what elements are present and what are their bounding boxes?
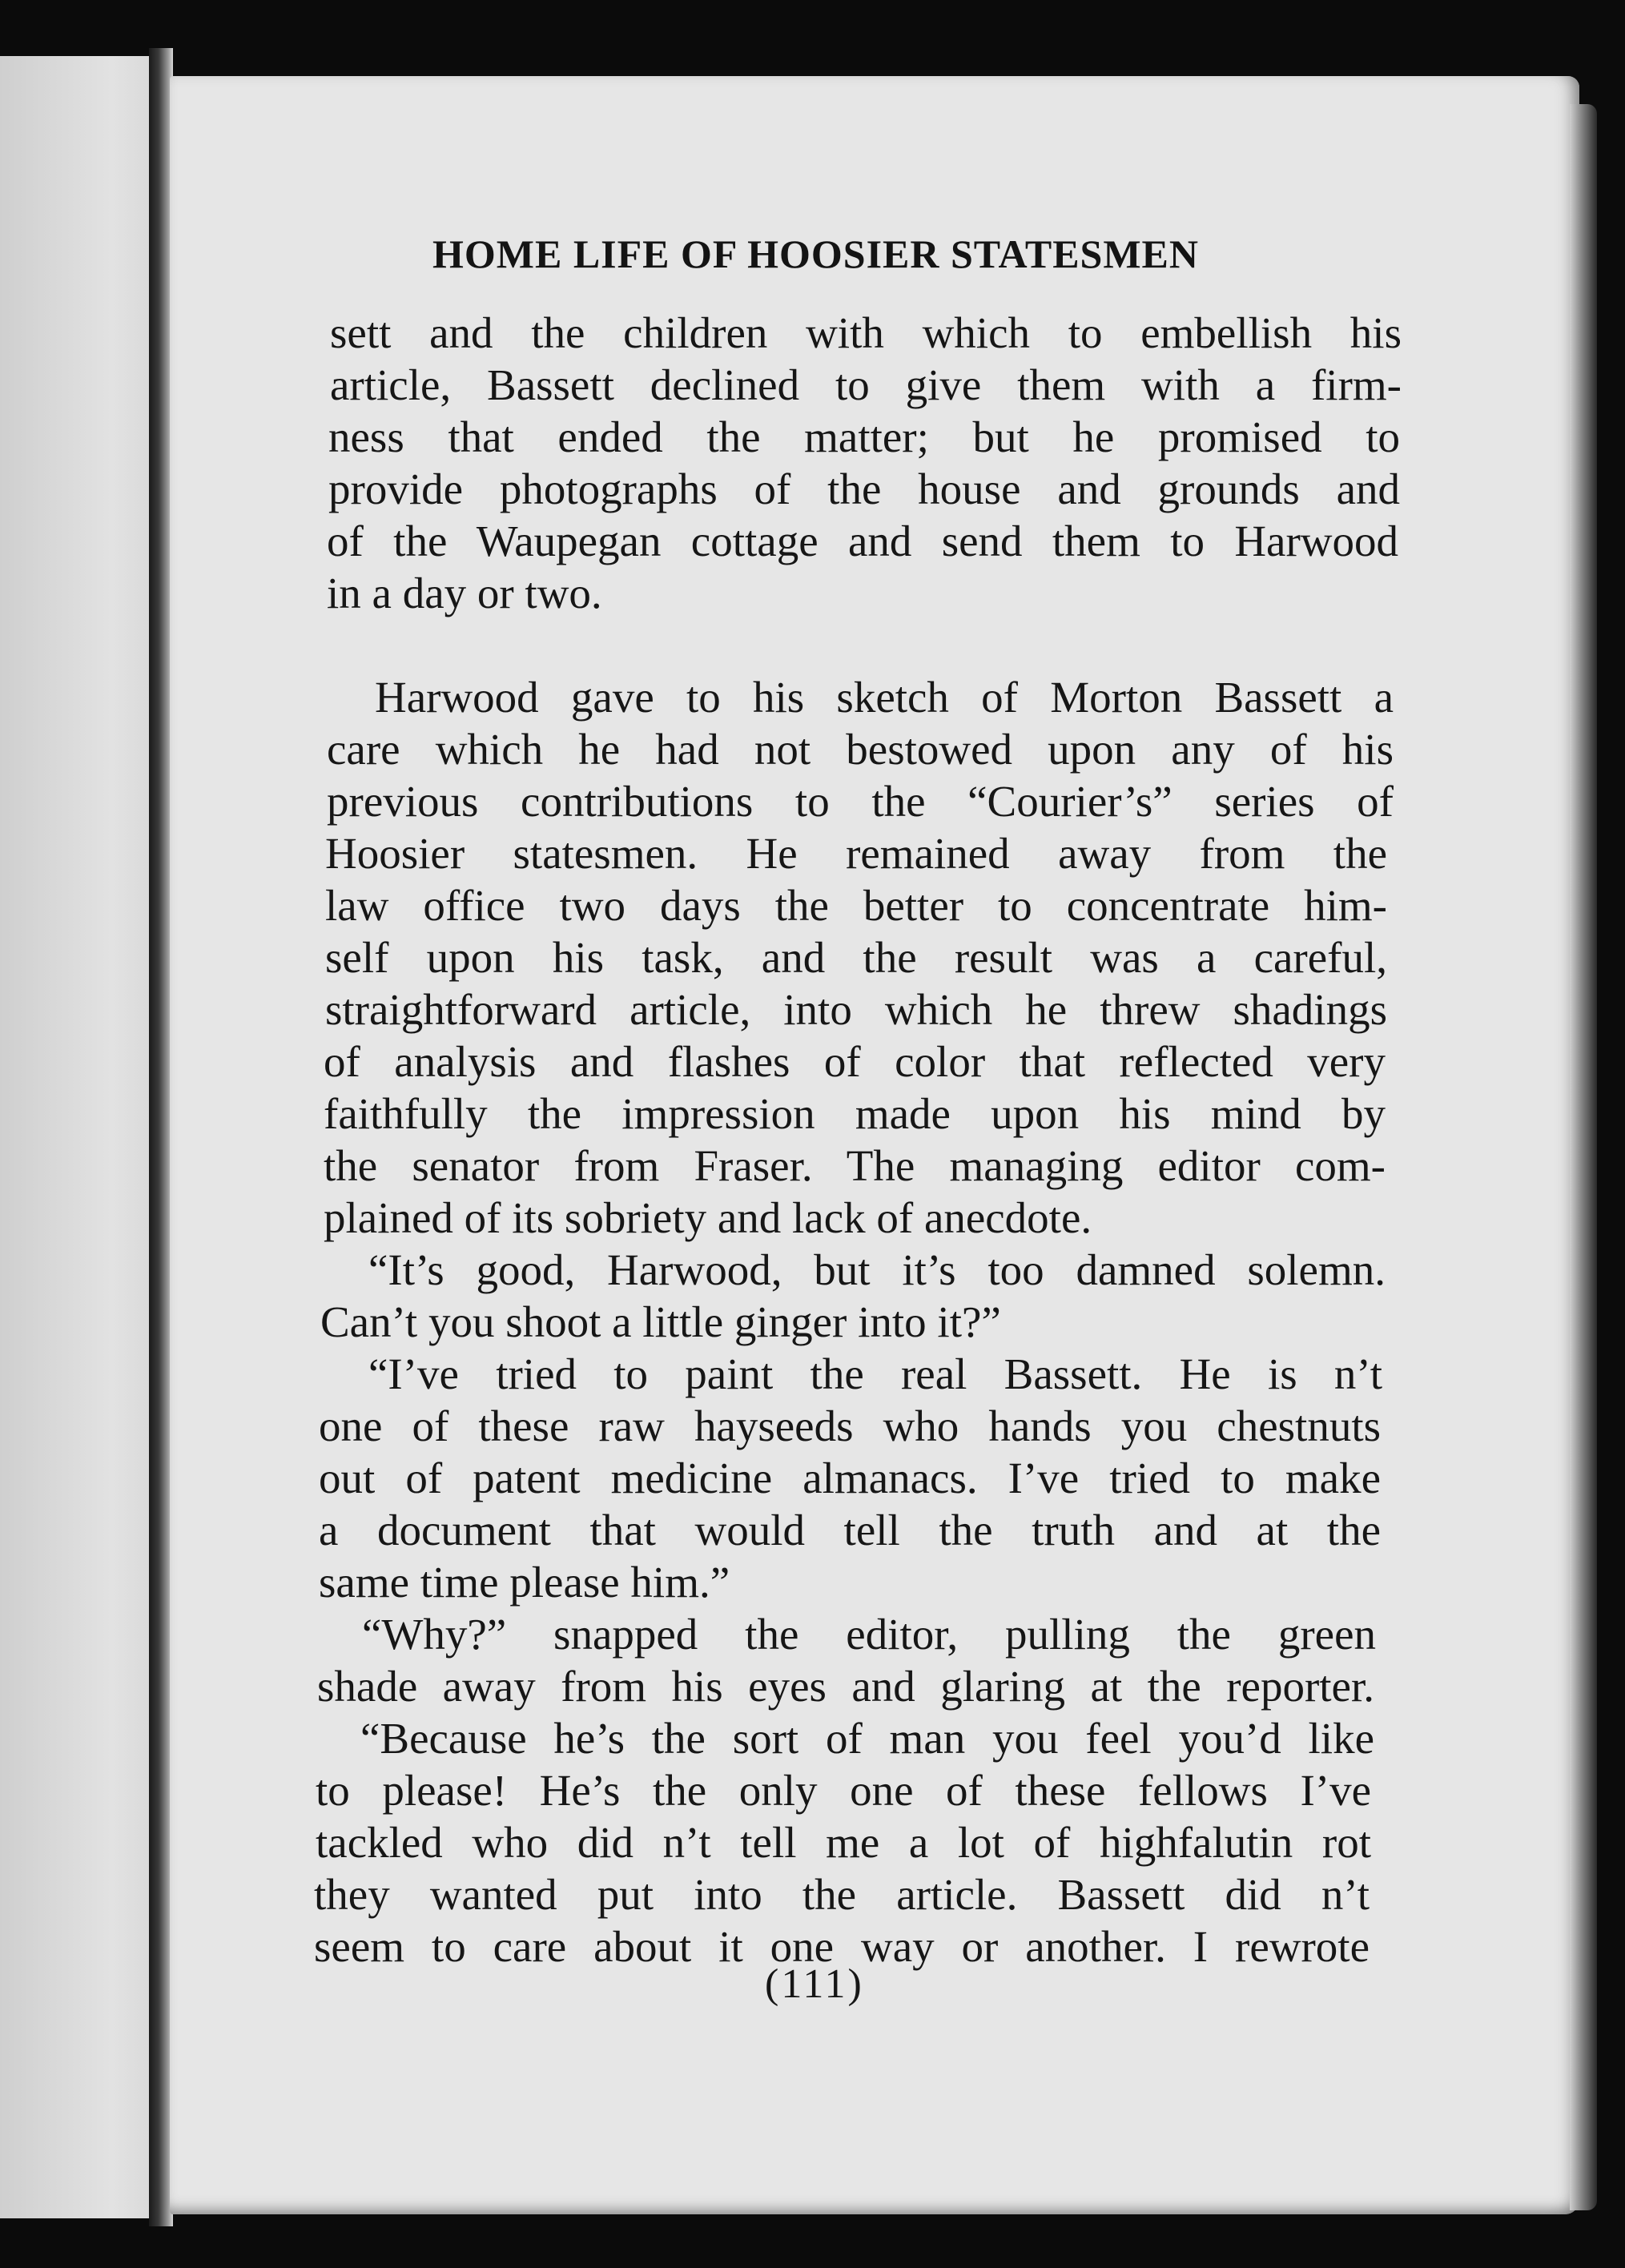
- text-line: provide photographs of the house and grounds and: [328, 464, 1400, 513]
- text-line: “Because he’s the sort of man you feel you’d like: [360, 1714, 1374, 1763]
- text-line: tackled who did n’t tell me a lot of highfalutin rot: [316, 1818, 1371, 1867]
- text-line: faithfully the impression made upon his mind by: [324, 1089, 1386, 1138]
- text-line: plained of its sobriety and lack of anecdote.: [324, 1193, 1092, 1242]
- page-fore-edge: [1570, 104, 1597, 2210]
- text-line: law office two days the better to concentrate him-: [325, 881, 1387, 930]
- text-line: Hoosier statesmen. He remained away from the: [325, 829, 1387, 878]
- text-line: ness that ended the matter; but he promised to: [328, 412, 1400, 461]
- text-line: shade away from his eyes and glaring at the reporter.: [317, 1662, 1374, 1711]
- text-line: “I’ve tried to paint the real Bassett. He is n’t: [368, 1349, 1382, 1398]
- text-line: “Why?” snapped the editor, pulling the green: [362, 1610, 1376, 1659]
- text-line: “It’s good, Harwood, but it’s too damned solemn.: [368, 1245, 1386, 1294]
- running-head: HOME LIFE OF HOOSIER STATESMEN: [432, 231, 1200, 276]
- text-line: of the Waupegan cottage and send them to Harwood: [327, 517, 1398, 565]
- page-number: (111): [765, 1961, 864, 2007]
- text-line: care which he had not bestowed upon any of his: [327, 725, 1394, 774]
- text-line: sett and the children with which to embellish his: [330, 308, 1402, 357]
- text-line: out of patent medicine almanacs. I’ve tried to make: [319, 1454, 1381, 1502]
- text-line: a document that would tell the truth and at the: [319, 1506, 1381, 1554]
- text-line: same time please him.”: [319, 1558, 730, 1606]
- text-line: self upon his task, and the result was a careful,: [325, 933, 1387, 982]
- text-line: the senator from Fraser. The managing editor com-: [324, 1141, 1386, 1190]
- text-line: article, Bassett declined to give them with a firm-: [330, 360, 1402, 409]
- text-line: Harwood gave to his sketch of Morton Bassett a: [375, 673, 1394, 722]
- text-line: previous contributions to the “Courier’s” series of: [327, 777, 1394, 826]
- text-line: to please! He’s the only one of these fellows I’ve: [316, 1766, 1371, 1815]
- text-line: Can’t you shoot a little ginger into it?”: [320, 1297, 1001, 1346]
- text-line: straightforward article, into which he threw shadings: [325, 985, 1387, 1034]
- text-line: of analysis and flashes of color that reflected very: [324, 1037, 1386, 1086]
- text-line: one of these raw hayseeds who hands you chestnuts: [319, 1401, 1381, 1450]
- text-line: in a day or two.: [327, 569, 602, 617]
- text-line: seem to care about it one way or another. I rewrote: [314, 1922, 1370, 1971]
- text-line: they wanted put into the article. Bassett did n’t: [314, 1870, 1370, 1919]
- previous-page-edge: [0, 56, 160, 2218]
